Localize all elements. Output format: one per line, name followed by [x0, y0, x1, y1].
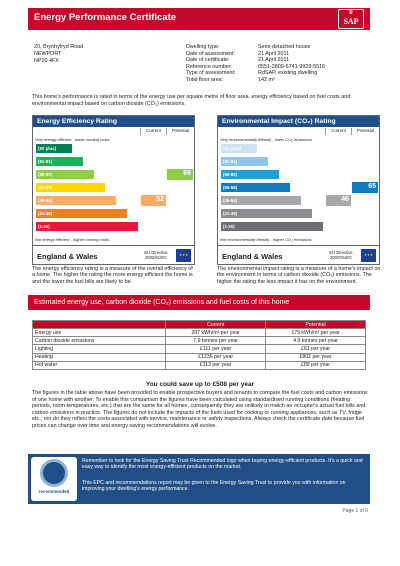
table-row	[33, 329, 366, 337]
certificate-title: Energy Performance Certificate	[34, 12, 177, 23]
table-row	[33, 337, 366, 345]
detail-value: RdSAP, existing dwelling	[258, 70, 318, 76]
potential-rating-arrow: 65	[352, 182, 378, 193]
detail-label: Date of assessment:	[186, 50, 236, 57]
potential-rating-arrow: 69	[167, 169, 193, 180]
column-header: Current	[166, 321, 266, 329]
rating-band-g: (1-20)	[221, 222, 323, 231]
detail-value: 21 April 2011	[258, 50, 290, 57]
savings-text: You could save up to £508 per year	[145, 381, 255, 388]
detail-label: Reference number:	[186, 63, 233, 70]
rating-band-f: (21-38)	[221, 209, 312, 218]
region-label: England & Wales	[222, 252, 283, 261]
energy-efficiency-panel	[32, 115, 195, 265]
table-row	[33, 353, 366, 361]
recommended-box	[28, 454, 370, 504]
rating-band-b: (81-91)	[221, 157, 268, 166]
table-cell: 179 kWh/m² per year	[266, 329, 366, 337]
efficiency-description: The energy efficiency rating is a measure of the overall efficiency of a home. The higher the rating the more energy efficient the home is and the lower the fuel bills are likely to be.	[32, 266, 193, 285]
current-column-header: Current	[140, 128, 166, 135]
eu-flag-icon: ★★★	[361, 249, 376, 262]
rating-band-a: (92 plus)	[221, 144, 257, 153]
potential-column-header: Potential	[351, 128, 379, 135]
detail-value: 21 April 2011	[258, 57, 290, 63]
potential-column-header: Potential	[166, 128, 194, 135]
environmental-description: The environmental impact rating is a measure of a home's impact on the environment in terms of carbon dioxide (CO₂) emissions. The higher the rating the less impact it has on the environment.	[217, 266, 381, 285]
recommended-text: Remember to look for the Energy Saving Trust Recommended logo when buying energy-efficient products. It's a quick and easy way to identify the most energy-efficient products on the market.	[82, 458, 363, 471]
rating-band-e: (39-54)	[36, 196, 116, 205]
energy-saving-trust-logo: recommended	[31, 457, 77, 501]
detail-value: 142 m²	[258, 76, 275, 83]
eu-directive: EU Directive 2002/91/EC	[144, 250, 168, 260]
energy-saving-trust-icon	[40, 459, 68, 487]
eu-directive: EU Directive 2002/91/EC	[329, 250, 353, 260]
panel-footer	[218, 245, 379, 265]
epc-sharing-text: This EPC and recommendations report may be given to the Energy Saving Trust to provide you with information on improving your dwelling's energy performance.	[82, 480, 346, 493]
address-line-1: 20, Brynhyfryd Road	[34, 44, 84, 50]
notes-text: The figures in the table above have been provided to enable prospective buyers and tenants to compare the fuel costs and carbon emissions of one home with another. To enable this comparison the figures have been calculated using standardised running conditions (heating periods, room temperatures, etc.) that are the same for all homes, consequently they are unlikely to match an occupier's actual fuel bills and carbon emissions in practice. The figures do not include the impacts of the fuels used for cooking or running appliances, such as TV, fridge etc.; nor do they reflect the costs associated with service, maintenance or safety inspections. Always check the certificate date because fuel prices can change over time and energy saving recommendations will evolve.	[32, 390, 368, 429]
table-cell: 7.9 tonnes per year	[166, 337, 266, 345]
rating-band-a: (92 plus)	[36, 144, 72, 153]
table-cell: 4.9 tonnes per year	[266, 337, 366, 345]
certificate-header	[28, 8, 370, 30]
bottom-caption: Not environmentally friendly - higher CO₂ emissions	[220, 237, 312, 242]
rating-band-b: (81-91)	[36, 157, 83, 166]
table-cell: £802 per year	[266, 353, 366, 361]
energy-efficiency-title: Energy Efficiency Rating	[33, 116, 194, 127]
detail-label: Total floor area:	[186, 76, 224, 83]
environmental-impact-title: Environmental Impact (CO₂) Rating	[218, 116, 379, 127]
table-cell: Heating	[33, 353, 166, 361]
rating-band-d: (55-68)	[221, 183, 290, 192]
detail-label: Dwelling type:	[186, 44, 220, 50]
rating-band-g: (1-20)	[36, 222, 138, 231]
column-header	[33, 321, 166, 329]
table-cell: £113 per year	[166, 361, 266, 369]
rating-band-d: (55-68)	[36, 183, 105, 192]
crown-icon: ♛	[348, 10, 354, 16]
column-header: Potential	[266, 321, 366, 329]
intro-text: This home's performance is rated in terms of the energy use per square metre of floor area, energy efficiency based on fuel costs and environmental impact based on carbon dioxide (CO₂) emissions.	[32, 94, 351, 107]
rating-band-e: (39-54)	[221, 196, 301, 205]
sap-logo: ♛ SAP	[338, 9, 364, 29]
table-cell: £89 per year	[266, 361, 366, 369]
rating-band-f: (21-38)	[36, 209, 127, 218]
current-rating-arrow: 46	[326, 195, 351, 206]
top-caption: Very energy efficient - lower running costs	[35, 137, 110, 142]
table-cell: £61 per year	[266, 345, 366, 353]
region-label: England & Wales	[37, 252, 98, 261]
detail-label: Type of assessment:	[186, 70, 236, 76]
detail-label: Date of certificate:	[186, 57, 230, 63]
detail-value: Semi-detached house	[258, 44, 311, 50]
rating-band-c: (69-80)	[221, 170, 279, 179]
table-row	[33, 345, 366, 353]
table-row	[33, 361, 366, 369]
table-cell: Hot water	[33, 361, 166, 369]
current-column-header: Current	[325, 128, 351, 135]
current-rating-arrow: 52	[141, 195, 166, 206]
table-cell: £1236 per year	[166, 353, 266, 361]
environmental-impact-panel	[217, 115, 380, 265]
table-cell: Energy use	[33, 329, 166, 337]
costs-table	[32, 320, 366, 370]
rating-band-c: (69-80)	[36, 170, 94, 179]
table-cell: Carbon dioxide emissions	[33, 337, 166, 345]
table-cell: 287 kWh/m² per year	[166, 329, 266, 337]
panel-footer	[33, 245, 194, 265]
eu-flag-icon: ★★★	[176, 249, 191, 262]
address-line-3: NP20 4FX	[34, 58, 59, 64]
table-cell: Lighting	[33, 345, 166, 353]
top-caption: Very environmentally friendly - lower CO₂ emissions	[220, 137, 312, 142]
detail-value: 0551-2809-6741-9929-5516	[258, 63, 326, 70]
table-cell: £111 per year	[166, 345, 266, 353]
estimate-header: Estimated energy use, carbon dioxide (CO₂) emissions and fuel costs of this home	[28, 295, 370, 310]
bottom-caption: Not energy efficient - higher running costs	[35, 237, 110, 242]
address-line-2: NEWPORT	[34, 51, 62, 57]
page-number: Page 1 of 6	[342, 508, 368, 514]
